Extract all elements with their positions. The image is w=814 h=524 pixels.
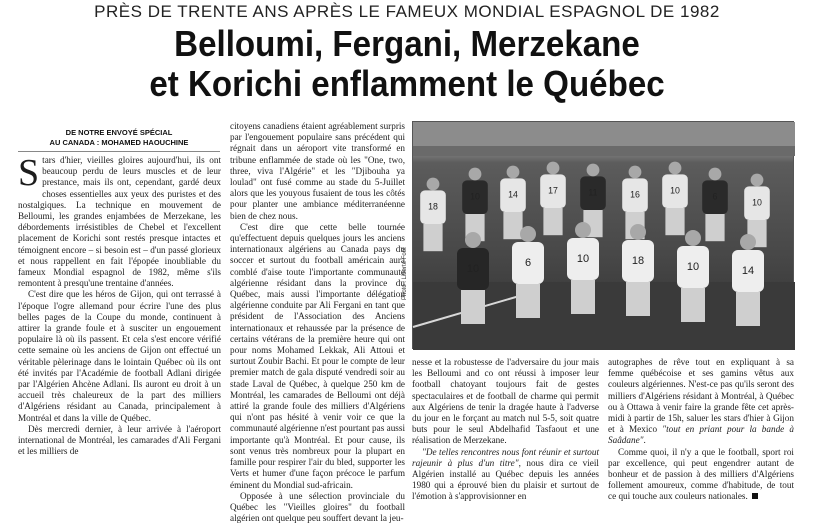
article-headline [33, 24, 782, 104]
player-figure [540, 162, 566, 236]
jersey-number: 10 [670, 185, 680, 196]
team-photo-illustration [413, 122, 795, 350]
jersey-number: 10 [470, 191, 480, 202]
jersey-number: 10 [752, 197, 762, 208]
article-paragraph: Dès mercredi dernier, à leur arrivée à l'aéroport international de Montréal, les camarades d'Ali Fergani et les milliers de [18, 423, 221, 457]
jersey-number: 10 [576, 253, 590, 265]
byline-line-2: AU CANADA : MOHAMED HAOUCHINE [49, 138, 189, 147]
article-column-4 [608, 357, 794, 513]
article-paragraph: citoyens canadiens étaient agréablement surpris par l'engouement populaire sans précédent qui régnait dans un aéroport vite transformé en tribune enflammée de stade où les "One, two, three, viva l'Algérie" et les "Djibouha ya loulad" ont fusé comme au stade du 5-Juillet alors que les youyous fusaient de tous les côtés pour planter une ambiance méditerranéenne bien de chez nous. [230, 121, 406, 221]
article-paragraph: Opposée à une sélection provinciale du Québec les "Vieilles gloires" du football algérien ont quelque peu souffert devant la jeu- [230, 490, 405, 524]
player-figure [662, 162, 688, 236]
article-paragraph: nesse et la robustesse de l'adversaire du jour mais les Belloumi and co ont réussi à imposer leur football chatoyant toujours fait de gestes spectaculaires et de football de charme qui permit aux Algériens de tenir la dragée haute à l'adverse du jour en le forçant au match nul 5-5, soit quatre buts pour le seul Abdelhafid Tasfaout et une réalisation de Merzekane. [412, 357, 599, 446]
jersey-number: 18 [631, 255, 645, 267]
photo-credit: Photo : Liberté Foot [402, 247, 408, 300]
jersey-number: 10 [466, 263, 480, 275]
player-figure [512, 226, 544, 318]
team-photo [412, 121, 794, 349]
jersey-number: 18 [428, 201, 438, 212]
player-figure [457, 232, 489, 324]
drop-cap: S [18, 152, 40, 194]
article-paragraph: autographes de rêve tout en expliquant à sa femme québécoise et ses gamins vêtus aux couleurs algériennes. N'est-ce pas qu'ils seront des milliers d'Algériens résidant à Montréal, à Québec ou à Ottawa à venir faire la grande fête cet après-midi à partir de 15h, saluer les stars d'hier à Gijon et à Mexico "tout en priant pour la bande à Saâdane". [608, 357, 795, 446]
quote: "De telles rencontres nous font réunir et surtout rajeunir à plus d'un titre" [412, 446, 599, 468]
byline-line-1: DE NOTRE ENVOYÉ SPÉCIAL [65, 128, 173, 137]
player-figure [732, 234, 764, 326]
byline [18, 128, 220, 148]
player-figure [702, 168, 728, 242]
article-paragraph: C'est dire que cette belle tournée qu'effectuent depuis quelques jours les anciens internationaux algériens au Canada pays du soccer et surtout du football américain aura comblé d'aise toute l'importante communauté algérienne résidant dans la province du Québec, mais aussi l'importante délégation algérienne conduite par Ali Fergani en tant que président de l'Association des Anciens internationaux et rehaussée par la présence de certains vétérans de la première heure qui ont pour noms Mohamed Lekkak, Ali Attoui et surtout Zoubir Bachi. Et pour le compte de leur premier match de gala disputé vendredi soir au stade Laval de Québec, à quelque 250 km de Montréal, les camarades de Belloumi ont déjà attiré la grande foule des milliers d'Algériens qui n'ont pas hésité à venir voir ce que la communauté algérienne n'est pourtant pas aussi importante qu'à Montréal. Et pour cause, ils sont venus très nombreux pour la plupart en famille pour respirer l'air du bled, supporter les Verts et humer d'une façon précoce le parfum éminent du Mondial sud-africain. [230, 221, 405, 490]
jersey-number: 6 [524, 257, 532, 269]
article-column-2 [230, 121, 406, 524]
jersey-number: 14 [508, 189, 518, 200]
jersey-number: 16 [630, 189, 640, 200]
player-figure [420, 178, 446, 252]
jersey-number: 17 [548, 185, 558, 196]
article-paragraph: Comme quoi, il n'y a que le football, sport roi par excellence, qui peut engendrer autant de bonheur et de passion à des milliers d'Algériens follement amoureux, comme d'habitude, de tout ce qui touche aux couleurs nationales. [608, 446, 794, 502]
player-figure [500, 166, 526, 240]
jersey-number: 11 [588, 187, 598, 198]
article-column-3 [412, 357, 599, 513]
jersey-number: 10 [686, 261, 700, 273]
byline-divider [18, 151, 220, 152]
player-figure [462, 168, 488, 242]
jersey-number: 14 [741, 265, 755, 277]
headline-line-1: Belloumi, Fergani, Merzekane [174, 23, 640, 64]
quote: "tout en priant pour la bande à Saâdane" [608, 424, 795, 446]
headline-line-2: et Korichi enflamment le Québec [149, 63, 665, 104]
jersey-number: 6 [712, 191, 718, 202]
article-column-1 [18, 152, 221, 513]
article-paragraph: C'est dire que les héros de Gijon, qui ont terrassé à l'époque l'ogre allemand pour écrire l'une des plus belles pages de la Coupe du monde, continuent à attirer la grande foule et à susciter un engouement populaire là où ils passent. Et cela s'est encore vérifié cette semaine où les anciens de Gijon ont effectué un véritable pèlerinage dans le lointain Québec où ils ont été invités par l'Académie de football Adlani dirigée par l'Algérien Ahcène Adlani. Ils auront eu droit à un accueil très chaleureux de la part des milliers d'Algériens résidant au Canada, principalement à Montréal et dans la ville de Québec. [18, 289, 221, 423]
end-of-article-mark [752, 493, 758, 499]
article-paragraph: "De telles rencontres nous font réunir et surtout rajeunir à plus d'un titre", nous dira ce vieil Algérien installé au Québec depuis les années 1980 qui a éprouvé bien du plaisir et surtout de l'émotion à s'approvisionner en [412, 446, 599, 502]
article-paragraph: Stars d'hier, vieilles gloires aujourd'hui, ils ont beaucoup perdu de leurs muscles et de leur prestance, mais ils ont, cependant, gardé deux choses essentielles aux yeux des puristes et des nostalgiques. La technique en mouvement de Belloumi, les grandes enjambées de Merzekane, les débordements irrésistibles de Chebel et l'excellent placement de Korichi sont restés presque intactes et témoignent encore – si besoin est – d'un passé glorieux et nous rappellent en fait l'épopée inoubliable du fameux Mondial espagnol de 1982, même s'ils remontent à presqu'une trentaine d'années. [18, 152, 221, 289]
player-figure [677, 230, 709, 322]
article-kicker: PRÈS DE TRENTE ANS APRÈS LE FAMEUX MONDIAL ESPAGNOL DE 1982 [94, 2, 720, 21]
